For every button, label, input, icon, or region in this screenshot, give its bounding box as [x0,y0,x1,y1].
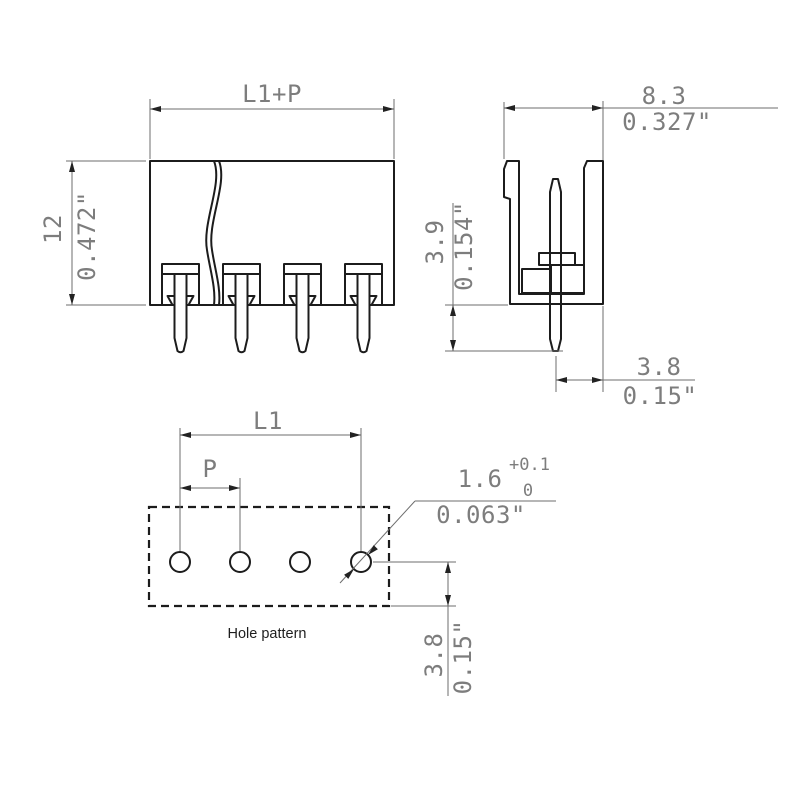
arrowhead [180,485,191,491]
arrowhead [383,106,394,112]
hole-2 [230,552,250,572]
pin-1 [162,264,199,352]
dim-p [180,455,240,551]
arrowhead [69,294,75,305]
pin-4 [345,264,382,352]
pin-3 [284,264,321,352]
dim-pin-offset-mm: 3.8 [636,353,682,381]
contact-block-right [551,265,584,293]
dim-height-mm: 12 [39,214,67,244]
hole-pattern-view [149,407,556,696]
arrowhead [69,161,75,172]
hole-pattern-caption: Hole pattern [227,626,307,642]
dim-hole-mm: 1.6 [457,465,503,493]
arrowhead [445,595,451,606]
arrowhead [450,340,456,351]
dim-hole-tol-plus: +0.1 [509,455,550,475]
front-view [39,80,394,352]
arrowhead [150,106,161,112]
contact-block-left [522,269,551,293]
dim-pin-length-3-9 [421,201,563,351]
side-view [421,82,778,410]
dim-pin-length-inch: 0.154" [450,201,478,291]
pin-shaft [297,274,309,352]
dim-pin-offset-inch: 0.15" [622,382,698,410]
hole-3 [290,552,310,572]
arrowhead [592,377,603,383]
dim-pin-offset-3-8 [556,306,697,410]
pin-shaft [175,274,187,352]
pin-shaft [358,274,370,352]
dim-p-label: P [202,455,218,483]
arrowhead [180,432,191,438]
dim-l1-label: L1 [253,407,283,435]
arrowhead [592,105,603,111]
housing-profile-outline [504,161,603,304]
dim-hole-tol-minus: 0 [522,481,534,501]
dim-l1p-label: L1+P [242,80,302,108]
arrowhead [350,432,361,438]
dim-hole-inch: 0.063" [436,501,526,529]
dim-width-inch: 0.327" [622,108,712,136]
dim-edge-inch: 0.15" [449,619,477,695]
hole-1 [170,552,190,572]
pin-shaft [236,274,248,352]
arrowhead [229,485,240,491]
pin-2 [223,264,260,352]
dim-edge-mm: 3.8 [420,632,448,678]
arrowhead [504,105,515,111]
dim-height-12 [39,161,146,305]
dim-l1p [150,80,394,159]
contact-tab [539,253,575,265]
arrowhead [556,377,567,383]
arrowhead [450,305,456,316]
arrowhead [445,562,451,573]
dim-width-mm: 8.3 [641,82,687,110]
dim-width-8-3 [504,82,778,160]
dim-pin-length-mm: 3.9 [421,219,449,265]
dim-height-inch: 0.472" [73,191,101,281]
